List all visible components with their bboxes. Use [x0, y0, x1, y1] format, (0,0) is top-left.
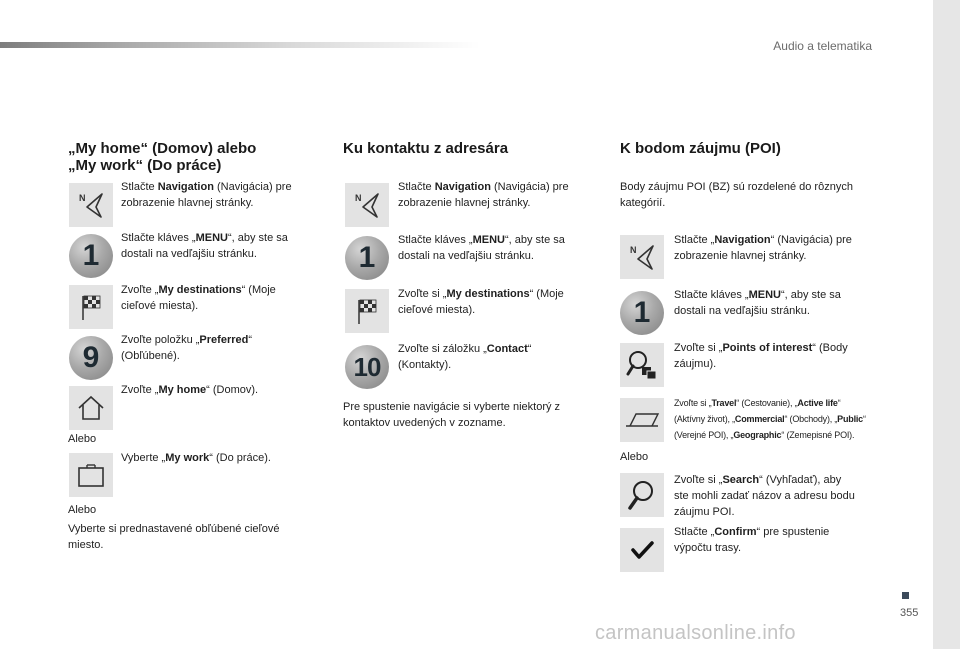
col2-heading: Ku kontaktu z adresára [343, 140, 509, 157]
svg-text:N: N [355, 193, 362, 203]
magnifier-poi-icon [620, 343, 664, 387]
col3-heading: K bodom záujmu (POI) [620, 140, 781, 157]
col1-step-menu: Stlačte kláves „MENU“, aby ste sa dostali na vedľajšiu stránku. [121, 232, 288, 260]
col2-step-destinations: Zvoľte si „My destinations“ (Moje cieľové miesta). [398, 288, 564, 316]
step-number-badge: 1 [620, 291, 664, 335]
search-icon [620, 473, 664, 517]
checkmark-icon [620, 528, 664, 572]
col1-step-destinations: Zvoľte „My destinations“ (Moje cieľové miesta). [121, 284, 276, 312]
step-number-badge: 9 [69, 336, 113, 380]
col1-step-home: Zvoľte „My home“ (Domov). [121, 384, 259, 396]
col3-step-confirm: Stlačte „Confirm“ pre spustenie výpočtu trasy. [674, 526, 830, 554]
page-marker [902, 592, 909, 599]
step-number-badge: 1 [345, 236, 389, 280]
col3-intro: Body záujmu POI (BZ) sú rozdelené do rôznych kategórií. [620, 181, 853, 209]
col1-step-nav: Stlačte Navigation (Navigácia) pre zobrazenie hlavnej stránky. [121, 181, 292, 209]
checkered-flag-icon [345, 289, 389, 333]
category-tag-icon [620, 398, 664, 442]
col1-heading-line1: „My home“ (Domov) alebo [68, 140, 257, 157]
svg-text:N: N [630, 245, 637, 255]
briefcase-icon [69, 453, 113, 497]
navigation-arrow-icon [345, 183, 389, 227]
col3-or-1: Alebo [620, 451, 649, 463]
step-number-badge: 1 [69, 234, 113, 278]
page-side-strip [933, 0, 960, 649]
col3-step-nav: Stlačte „Navigation“ (Navigácia) pre zobrazenie hlavnej stránky. [674, 234, 852, 262]
col1-or-2: Alebo [68, 504, 97, 516]
watermark: carmanualsonline.info [595, 622, 796, 644]
col2-step-contact: Zvoľte si záložku „Contact“ (Kontakty). [398, 343, 532, 371]
col3-step-poi: Zvoľte si „Points of interest“ (Body záujmu). [674, 342, 848, 370]
navigation-arrow-icon [620, 235, 664, 279]
svg-text:N: N [79, 193, 86, 203]
page-number: 355 [900, 607, 919, 619]
col1-step-work: Vyberte „My work“ (Do práce). [121, 452, 271, 464]
col1-final-note: Vyberte si prednastavené obľúbené cieľové miesto. [68, 523, 280, 551]
col3-step-search: Zvoľte si „Search“ (Vyhľadať), aby ste mohli zadať názov a adresu bodu záujmu POI. [674, 474, 855, 518]
col3-step-menu: Stlačte kláves „MENU“, aby ste sa dostali na vedľajšiu stránku. [674, 289, 841, 317]
home-icon [69, 386, 113, 430]
col2-final-note: Pre spustenie navigácie si vyberte niektorý z kontaktov uvedených v zozname. [343, 401, 561, 429]
section-title: Audio a telematika [773, 39, 872, 53]
navigation-arrow-icon [69, 183, 113, 227]
col3-step-categories: Zvoľte si „Travel“ (Cestovanie), „Active life“ (Aktívny život), „Commercial“ (Obchody), „Public“ (Verejné POI), „Geographic“ (Zemepisné POI). [674, 398, 866, 440]
step-number-badge: 10 [345, 345, 389, 389]
col2-step-nav: Stlačte Navigation (Navigácia) pre zobrazenie hlavnej stránky. [398, 181, 569, 209]
col1-heading-line2: „My work“ (Do práce) [68, 157, 222, 174]
col1-step-preferred: Zvoľte položku „Preferred“ (Obľúbené). [121, 334, 253, 362]
header-decor-bar [0, 42, 480, 48]
col2-step-menu: Stlačte kláves „MENU“, aby ste sa dostali na vedľajšiu stránku. [398, 234, 565, 262]
checkered-flag-icon [69, 285, 113, 329]
col1-or-1: Alebo [68, 433, 97, 445]
